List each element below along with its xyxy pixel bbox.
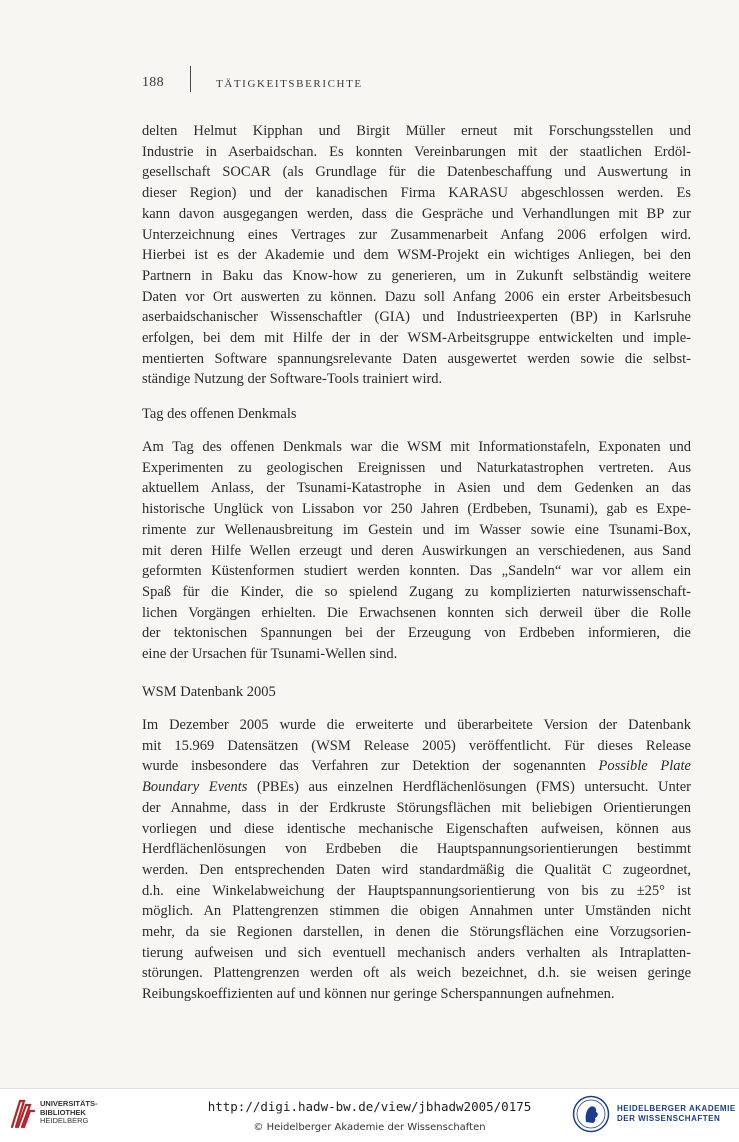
- copyright-notice: © Heidelberger Akademie der Wissenschaften: [253, 1122, 486, 1133]
- text-line: Unterzeichnung eines Vertrages zur Zusammenarbeit Anfang 2006 erfolgen wird.: [142, 226, 691, 243]
- text-line-with-italic: [142, 777, 691, 798]
- section-body-datenbank: [142, 715, 691, 1005]
- text-line: mit 15.969 Datensätzen (WSM Release 2005) veröffentlicht. Für dieses Release: [142, 737, 691, 754]
- paragraph-body: [142, 121, 691, 390]
- text-line: mehr, da sie Regionen darstellen, in denen die Störungsflächen eine Vorzugsorien-: [142, 924, 691, 941]
- text-line: gesellschaft SOCAR (als Grundlage für die Datenbeschaffung und Auswertung in: [142, 164, 691, 181]
- italic-term: Possible Plate: [598, 758, 691, 775]
- text-line: ständige Nutzung der Software-Tools trainiert wird.: [142, 371, 443, 388]
- academy-name-line: HEIDELBERGER AKADEMIE: [617, 1104, 736, 1113]
- text-line: der Annahme, dass in der Erdkruste Störungsflächen mit beliebigen Orientierungen: [142, 799, 691, 816]
- text-span: (PBEs) aus einzelnen Herdflächenlösungen (FMS) untersucht. Unter: [247, 779, 691, 796]
- text-line: Herdflächenlösungen von Erdbeben die Hauptspannungsorientierungen bestimmt: [142, 841, 691, 858]
- text-line: störungen. Plattengrenzen werden oft als weich bezeichnet, d.h. sie weisen geringe: [142, 965, 691, 982]
- text-line: Reibungskoeffizienten auf und können nur geringe Scherspannungen aufnehmen.: [142, 986, 615, 1003]
- text-line: delten Helmut Kipphan und Birgit Müller erneut mit Forschungsstellen und: [142, 123, 691, 139]
- academy-name: [617, 1104, 736, 1124]
- text-line: möglich. An Plattengrenzen stimmen die obigen Annahmen unter Umständen nicht: [142, 903, 691, 920]
- digitization-footer: [0, 1088, 739, 1142]
- text-line: aserbaidschanischer Wissenschaftler (GIA) und Industrieexperten (BP) in Karlsruhe: [142, 309, 691, 326]
- text-line: Spaß für die Kinder, die so spielend Zugang zu komplizierten naturwissenschaft-: [142, 583, 691, 600]
- permalink-url[interactable]: http://digi.hadw-bw.de/view/jbhadw2005/0175: [207, 1099, 532, 1114]
- library-name-line: UNIVERSITÄTS-: [40, 1099, 98, 1108]
- text-line: lichen Vorgängen erhielten. Die Erwachsenen konnten sich derweil über die Rolle: [142, 604, 691, 621]
- text-line: Industrie in Aserbaidschan. Es konnten Vereinbarungen mit der staatlichen Erdöl-: [142, 143, 691, 160]
- text-line: der tektonischen Spannungen bei der Erzeugung von Erdbeben informieren, die: [142, 625, 691, 642]
- text-line-with-italic: [142, 756, 691, 777]
- paragraph-body: [142, 715, 691, 1005]
- text-line: d.h. eine Winkelabweichung der Hauptspannungsorientierung von bis zu ±25° ist: [142, 882, 691, 899]
- text-line: rimente zur Wellenausbreitung im Gestein und im Wasser sowie eine Tsunami-Box,: [142, 521, 691, 538]
- text-line: tierung aufweisen und sich eventuell mechanisch anders verhalten als Intraplatten-: [142, 944, 691, 961]
- text-line: erfolgen, bei dem mit Hilfe der in der WSM-Arbeitsgruppe entwickelten und imple-: [142, 330, 691, 347]
- text-line: Am Tag des offenen Denkmals war die WSM mit Informationstafeln, Exponaten und: [142, 439, 691, 455]
- text-line: aktuellem Anlass, der Tsunami-Katastrophe in Asien und dem Gedenken an das: [142, 480, 691, 497]
- library-city: HEIDELBERG: [40, 1116, 89, 1125]
- running-head-divider: [190, 66, 191, 92]
- page-number: 188: [142, 75, 164, 90]
- academy-name-line: DER WISSENSCHAFTEN: [617, 1114, 721, 1123]
- text-line: Daten vor Ort auswerten zu können. Dazu soll Anfang 2006 ein erster Arbeitsbesuch: [142, 288, 691, 305]
- text-line: Experimenten zu geologischen Ereignissen und Naturkatastrophen vertreten. Aus: [142, 459, 691, 476]
- section-body-denkmal: [142, 437, 691, 665]
- section-heading-datenbank: WSM Datenbank 2005: [142, 684, 276, 700]
- text-line: werden. Den entsprechenden Daten wird standardmäßig die Qualität C zugeordnet,: [142, 861, 691, 878]
- text-line: Hierbei ist es der Akademie und dem WSM-Projekt ein wichtiges Anliegen, bei den: [142, 247, 691, 264]
- section-heading-denkmal: Tag des offenen Denkmals: [142, 406, 297, 422]
- text-line: Im Dezember 2005 wurde die erweiterte und überarbeitete Version der Datenbank: [142, 717, 691, 733]
- italic-term: Boundary Events: [142, 779, 248, 796]
- text-line: Partnern in Baku das Know-how zu generieren, um in Zukunft selbständig weitere: [142, 267, 691, 284]
- text-span: wurde insbesondere das Verfahren zur Detektion der sogenannten: [142, 758, 599, 775]
- text-line: historische Unglück von Lissabon vor 250 Jahren (Erdbeben, Tsunami), gab es Expe-: [142, 501, 691, 518]
- paragraph-body: [142, 437, 691, 665]
- paragraph-continuation: [142, 121, 691, 390]
- text-line: mit deren Hilfe Wellen erzeugt und deren Auswirkungen an verschiedenen, aus Sand: [142, 542, 691, 559]
- text-line: dieser Region) und der kanadischen Firma KARASU abgeschlossen werden. Es: [142, 185, 691, 202]
- text-line: eine der Ursachen für Tsunami-Wellen sind.: [142, 646, 398, 663]
- library-name-line: BIBLIOTHEK: [40, 1107, 86, 1117]
- text-line: kann davon ausgegangen werden, dass die Gespräche und Verhandlungen mit BP zur: [142, 205, 691, 222]
- text-line: geformten Küstenformen studiert werden konnten. Das „Sandeln“ war vor allem ein: [142, 563, 691, 580]
- text-line: vorliegen und diese identische mechanische Eigenschaften aufweisen, können aus: [142, 820, 691, 837]
- text-line: mentierten Software spannungsrelevante Daten ausgewertet werden sowie die selbst-: [142, 350, 691, 367]
- running-head-title: TÄTIGKEITSBERICHTE: [216, 78, 363, 90]
- academy-seal-icon: [572, 1095, 610, 1133]
